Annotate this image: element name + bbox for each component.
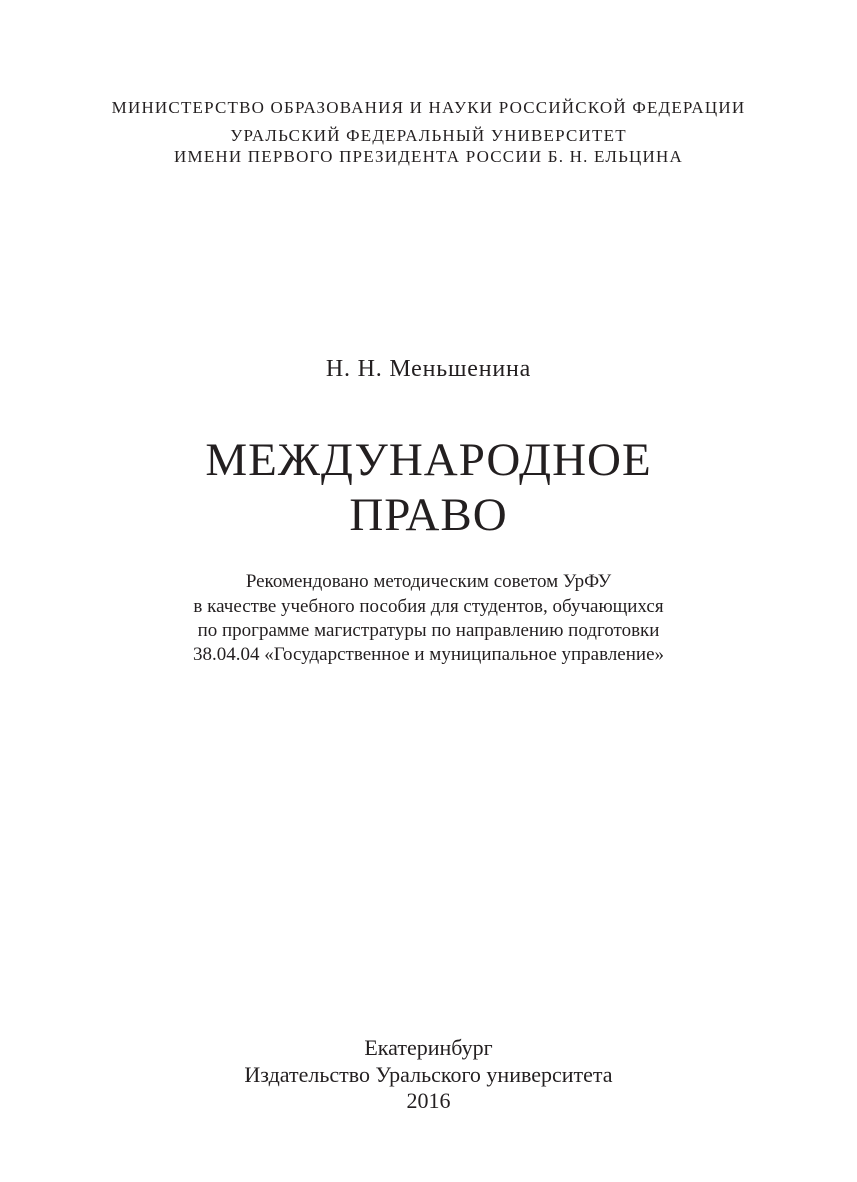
university-name: УРАЛЬСКИЙ ФЕДЕРАЛЬНЫЙ УНИВЕРСИТЕТ <box>230 126 627 145</box>
author-name: Н. Н. Меньшенина <box>325 356 532 382</box>
publisher-name: Издательство Уральского университета <box>244 1062 613 1087</box>
book-title-line-1: МЕЖДУНАРОДНОЕ <box>205 434 652 486</box>
university-dedication: ИМЕНИ ПЕРВОГО ПРЕЗИДЕНТА РОССИИ Б. Н. ЕЛЬЦИНА <box>174 147 683 166</box>
ministry-heading: МИНИСТЕРСТВО ОБРАЗОВАНИЯ И НАУКИ РОССИЙСКОЙ ФЕДЕРАЦИИ <box>111 98 746 117</box>
publication-city: Екатеринбург <box>364 1035 493 1060</box>
publication-year: 2016 <box>406 1088 451 1113</box>
recommendation-line: 38.04.04 «Государственное и муниципальное управление» <box>192 644 665 665</box>
recommendation-line: по программе магистратуры по направлению подготовки <box>197 620 660 641</box>
book-title-line-2: ПРАВО <box>349 489 508 541</box>
recommendation-line: в качестве учебного пособия для студентов, обучающихся <box>193 596 664 617</box>
recommendation-line: Рекомендовано методическим советом УрФУ <box>245 571 612 592</box>
